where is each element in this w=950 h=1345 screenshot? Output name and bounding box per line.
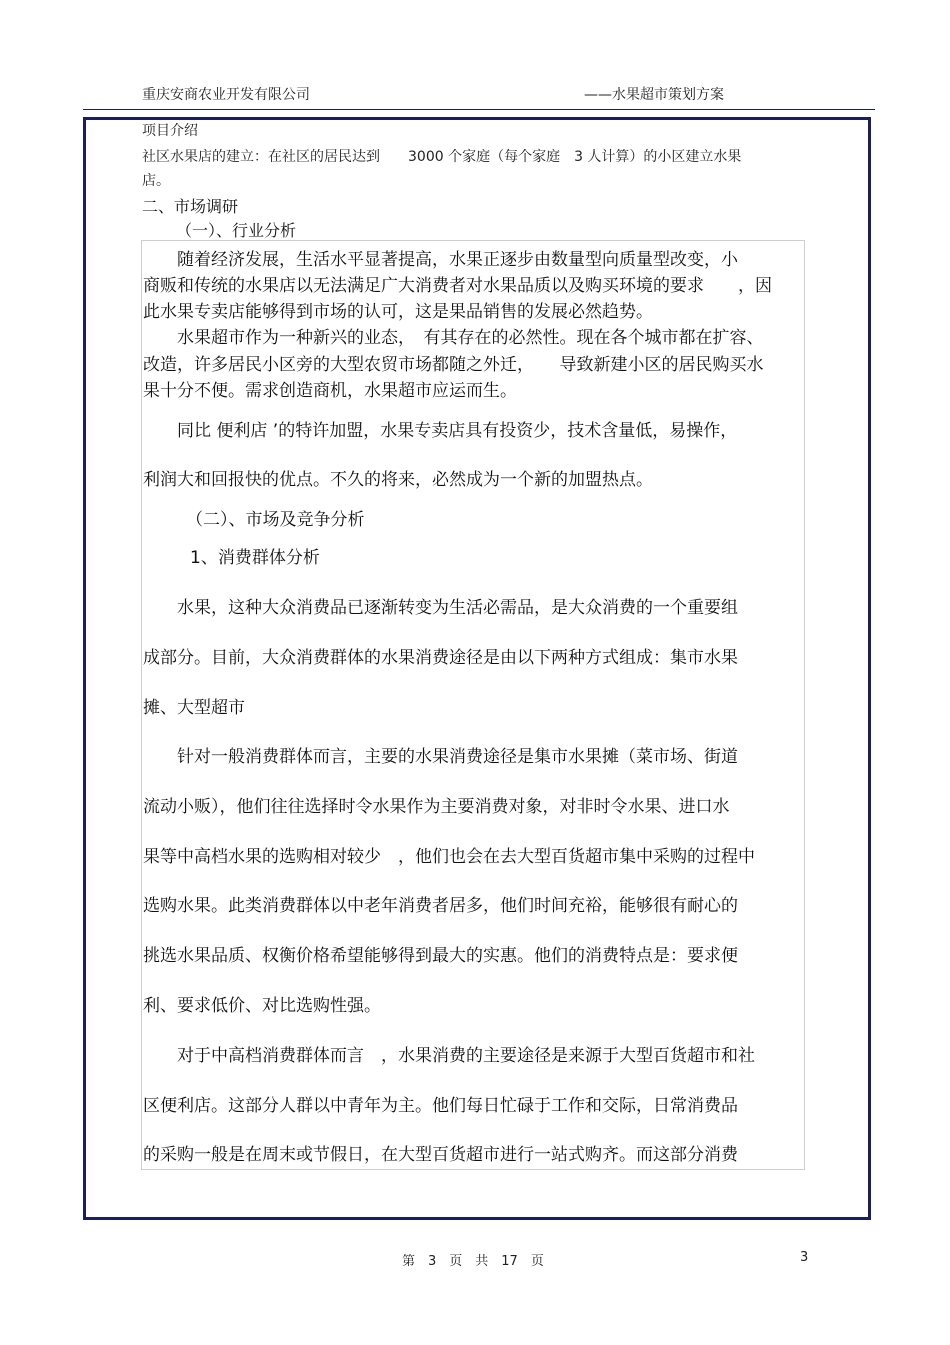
- header-rule: [83, 109, 875, 110]
- subsection-industry-analysis: （一）、行业分析: [176, 221, 297, 240]
- paragraph-line: 针对一般消费群体而言，主要的水果消费途径是集市水果摊（菜市场、街道: [143, 747, 738, 767]
- paragraph-line: 摊、大型超市: [143, 698, 245, 718]
- header-doc-title: ——水果超市策划方案: [584, 87, 724, 103]
- paragraph-line: 挑选水果品质、权衡价格希望能够得到最大的实惠。他们的消费特点是：要求便: [143, 946, 738, 966]
- page-number: 3: [800, 1250, 809, 1265]
- paragraph-line: 的采购一般是在周末或节假日，在大型百货超市进行一站式购齐。而这部分消费: [143, 1145, 738, 1165]
- subsection-market-competition: （二）、市场及竞争分析: [186, 510, 365, 530]
- paragraph-line: 利、要求低价、对比选购性强。: [143, 996, 381, 1016]
- paragraph-line: 利润大和回报快的优点。不久的将来，必然成为一个新的加盟热点。: [143, 470, 653, 490]
- paragraph-line: 果十分不便。需求创造商机，水果超市应运而生。: [143, 381, 517, 401]
- paragraph-line: 果等中高档水果的选购相对较少 ，他们也会在去大型百货超市集中采购的过程中: [143, 847, 755, 867]
- paragraph-line: 对于中高档消费群体而言 ，水果消费的主要途径是来源于大型百货超市和社: [143, 1046, 755, 1066]
- header-company: 重庆安商农业开发有限公司: [142, 87, 310, 103]
- intro-line-1: 社区水果店的建立：在社区的居民达到 3000 个家庭（每个家庭 3 人计算）的小区建立水果: [142, 149, 742, 165]
- subsection-consumer-analysis: 1、消费群体分析: [190, 548, 320, 568]
- paragraph-line: 流动小贩），他们往往选择时令水果作为主要消费对象，对非时令水果、进口水: [143, 797, 730, 817]
- paragraph-line: 成部分。目前，大众消费群体的水果消费途径是由以下两种方式组成：集市水果: [143, 648, 738, 668]
- intro-heading: 项目介绍: [142, 123, 198, 139]
- paragraph-line: 商贩和传统的水果店以无法满足广大消费者对水果品质以及购买环境的要求 ，因: [143, 276, 772, 296]
- page-counter: 第 3 页 共 17 页: [402, 1254, 544, 1269]
- paragraph-line: 随着经济发展，生活水平显著提高，水果正逐步由数量型向质量型改变，小: [143, 250, 738, 270]
- paragraph-line: 水果，这种大众消费品已逐渐转变为生活必需品，是大众消费的一个重要组: [143, 598, 738, 618]
- paragraph-line: 选购水果。此类消费群体以中老年消费者居多，他们时间充裕，能够很有耐心的: [143, 896, 738, 916]
- paragraph-line: 区便利店。这部分人群以中青年为主。他们每日忙碌于工作和交际，日常消费品: [143, 1096, 738, 1116]
- paragraph-line: 改造，许多居民小区旁的大型农贸市场都随之外迁， 导致新建小区的居民购买水: [143, 355, 764, 375]
- paragraph-line: 此水果专卖店能够得到市场的认可，这是果品销售的发展必然趋势。: [143, 302, 653, 322]
- section-heading-market-research: 二、市场调研: [142, 197, 239, 216]
- paragraph-line: 同比 便利店 ’的特许加盟，水果专卖店具有投资少，技术含量低，易操作，: [143, 421, 738, 441]
- intro-line-2: 店。: [142, 173, 170, 189]
- paragraph-line: 水果超市作为一种新兴的业态， 有其存在的必然性。现在各个城市都在扩容、: [143, 328, 764, 348]
